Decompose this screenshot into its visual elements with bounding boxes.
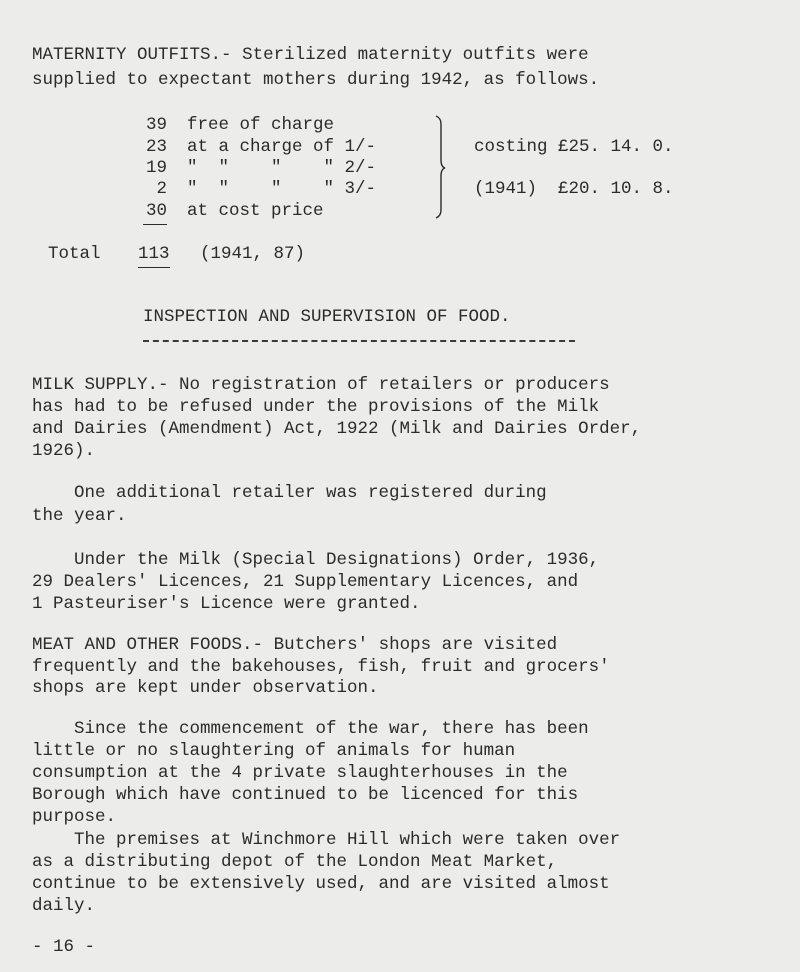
total-label: Total xyxy=(48,244,101,264)
text-line: Borough which have continued to be licenced for this xyxy=(32,785,579,805)
brace xyxy=(434,112,446,222)
text-line: and Dairies (Amendment) Act, 1922 (Milk and Dairies Order, xyxy=(32,419,642,439)
maternity-intro-line2: supplied to expectant mothers during 1942, as follows. xyxy=(32,70,600,90)
meat-paragraph: MEAT AND OTHER FOODS.- Butchers' shops are visited xyxy=(32,635,558,655)
text-line: little or no slaughtering of animals for human xyxy=(32,741,516,761)
text-line: One additional retailer was registered during xyxy=(74,483,547,503)
row-count: 23 xyxy=(145,137,167,157)
text-line: consumption at the 4 private slaughterhouses in the xyxy=(32,763,568,783)
row-text: " " " " 2/- xyxy=(187,158,377,178)
text-line: 29 Dealers' Licences, 21 Supplementary Licences, and xyxy=(32,572,579,592)
total-value: 113 xyxy=(138,243,170,268)
row-count: 39 xyxy=(145,115,167,135)
row-text: at a charge of 1/- xyxy=(187,137,377,157)
milk-heading: MILK SUPPLY.- xyxy=(32,375,169,395)
text-line: shops are kept under observation. xyxy=(32,678,379,698)
text-line: daily. xyxy=(32,896,96,916)
row-text: at cost price xyxy=(187,201,324,221)
prev-cost-line: (1941) £20. 10. 8. xyxy=(474,179,674,199)
row-text: free of charge xyxy=(187,115,335,135)
text-line: 1 Pasteuriser's Licence were granted. xyxy=(32,594,421,614)
text-line: 1926). xyxy=(32,441,96,461)
text-line: The premises at Winchmore Hill which were taken over xyxy=(74,830,621,850)
page-number: - 16 - xyxy=(32,937,96,957)
cost-value: £25. 14. 0. xyxy=(558,137,674,157)
row-text: " " " " 3/- xyxy=(187,179,377,199)
divider xyxy=(143,340,575,342)
row-count: 30 xyxy=(143,200,167,225)
prev-cost-value: £20. 10. 8. xyxy=(558,179,674,199)
row-count: 2 xyxy=(156,179,167,199)
meat-heading: MEAT AND OTHER FOODS.- xyxy=(32,635,264,655)
text-line: has had to be refused under the provisions of the Milk xyxy=(32,397,600,417)
text-line: continue to be extensively used, and are visited almost xyxy=(32,874,610,894)
cost-line: costing £25. 14. 0. xyxy=(474,137,674,157)
row-count: 19 xyxy=(145,158,167,178)
maternity-heading: MATERNITY OUTFITS.- Sterilized maternity outfits were xyxy=(32,45,589,65)
total-prev: (1941, 87) xyxy=(200,244,306,264)
text-line: purpose. xyxy=(32,807,117,827)
milk-paragraph: MILK SUPPLY.- No registration of retailers or producers xyxy=(32,375,610,395)
section-heading: INSPECTION AND SUPERVISION OF FOOD. xyxy=(143,307,511,327)
text-line: frequently and the bakehouses, fish, fruit and grocers' xyxy=(32,657,610,677)
text-line: Under the Milk (Special Designations) Order, 1936, xyxy=(74,550,600,570)
text-line: Since the commencement of the war, there has been xyxy=(74,719,589,739)
text-line: the year. xyxy=(32,506,127,526)
text-line: as a distributing depot of the London Meat Market, xyxy=(32,852,558,872)
